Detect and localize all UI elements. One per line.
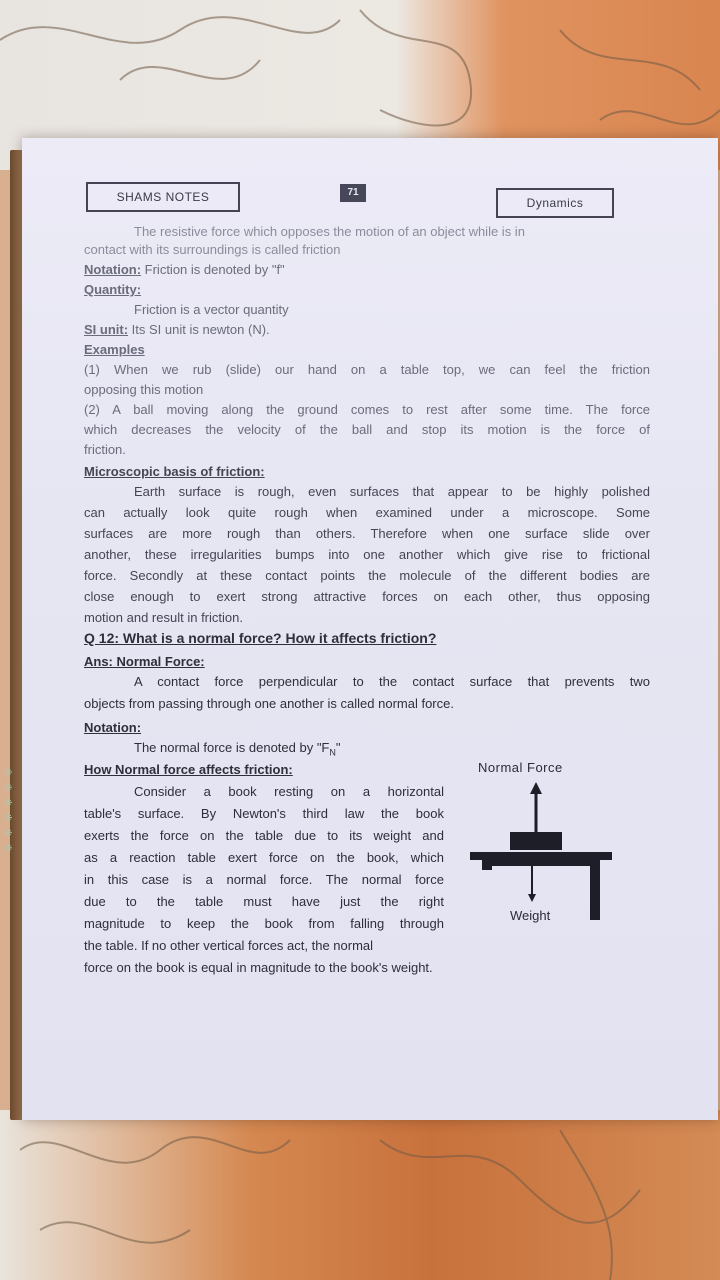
answer-line-2: objects from passing through one another is called normal force. <box>84 696 454 711</box>
si-unit-text: Its SI unit is newton (N). <box>128 322 270 337</box>
how-normal-heading: How Normal force affects friction: <box>84 762 293 777</box>
microscopic-line-3: surfaces are more rough than others. Therefore when one surface slide over <box>84 526 650 541</box>
diagram-normal-force-label: Normal Force <box>478 760 563 775</box>
notation-line <box>84 262 650 277</box>
book-shape <box>510 832 562 850</box>
si-unit-line <box>84 322 650 337</box>
header-title-box: SHAMS NOTES <box>86 182 240 212</box>
how-line-4: as a reaction table exert force on the book, which <box>84 850 444 865</box>
how-line-5: in this case is a normal force. The normal force <box>84 872 444 887</box>
how-line-2: table's surface. By Newton's third law the book <box>84 806 444 821</box>
how-line-8: the table. If no other vertical forces act, the normal <box>84 938 374 953</box>
answer-line-1: A contact force perpendicular to the contact surface that prevents two <box>134 674 650 689</box>
answer-heading: Ans: Normal Force: <box>84 654 205 669</box>
example-2-line-1: (2) A ball moving along the ground comes to rest after some time. The force <box>84 402 650 417</box>
how-line-1: Consider a book resting on a horizontal <box>134 784 444 799</box>
microscopic-line-6: close enough to exert strong attractive forces on each other, thus opposing <box>84 589 650 604</box>
page-number: 71 <box>340 184 366 202</box>
notes-page <box>22 138 718 1120</box>
quantity-text: Friction is a vector quantity <box>134 302 289 317</box>
microscopic-line-5: force. Secondly at these contact points the molecule of the different bodies are <box>84 568 650 583</box>
question-12: Q 12: What is a normal force? How it affects friction? <box>84 630 437 646</box>
normal-force-arrow <box>530 782 542 834</box>
example-2-line-3: friction. <box>84 442 126 457</box>
how-line-9: force on the book is equal in magnitude to the book's weight. <box>84 960 433 975</box>
example-2-line-2: which decreases the velocity of the ball and stop its motion is the force of <box>84 422 650 437</box>
si-unit-heading: SI unit: <box>84 322 129 337</box>
microscopic-heading: Microscopic basis of friction: <box>84 464 265 479</box>
quantity-heading: Quantity: <box>84 282 142 297</box>
notation-heading: Notation: <box>84 262 142 277</box>
weight-arrow <box>528 866 536 902</box>
how-line-6: due to the table must have just the right <box>84 894 444 909</box>
diagram-weight-label: Weight <box>510 908 551 923</box>
example-1-line-1: (1) When we rub (slide) our hand on a table top, we can feel the friction <box>84 362 650 377</box>
example-1-line-2: opposing this motion <box>84 382 204 397</box>
microscopic-line-2: can actually look quite rough when examined under a microscope. Some <box>84 505 650 520</box>
notation-text: Friction is denoted by "f" <box>141 262 285 277</box>
how-line-7: magnitude to keep the book from falling through <box>84 916 444 931</box>
definition-line-1: The resistive force which opposes the motion of an object while is in <box>134 224 525 239</box>
spine-markings: ⁜ ⁜ ⁜ ⁜ ⁜ ⁜ <box>4 765 15 852</box>
microscopic-line-7: motion and result in friction. <box>84 610 243 625</box>
microscopic-line-4: another, these irregularities bumps into one another which give rise to frictional <box>84 547 650 562</box>
notation-2-text: The normal force is denoted by "$F_N$" <box>134 740 341 758</box>
definition-line-2: contact with its surroundings is called friction <box>84 242 341 257</box>
notation-2-heading: Notation: <box>84 720 142 735</box>
examples-heading: Examples <box>84 342 145 357</box>
microscopic-line-1: Earth surface is rough, even surfaces that appear to be highly polished <box>134 484 650 499</box>
how-line-3: exerts the force on the table due to its weight and <box>84 828 444 843</box>
header-chapter-box: Dynamics <box>496 188 614 218</box>
